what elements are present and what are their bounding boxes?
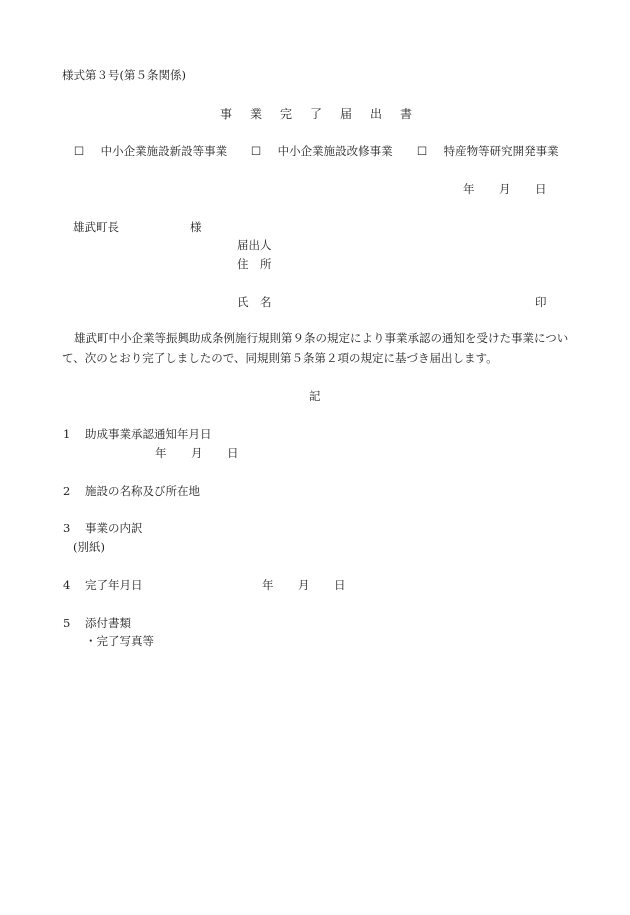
checkbox-option-new-facility[interactable]	[73, 146, 227, 158]
form-number: 様式第３号(第５条関係)	[62, 68, 186, 82]
checkbox-label: 特産物等研究開発事業	[443, 144, 559, 158]
checkbox-label: 中小企業施設新設等事業	[100, 144, 228, 158]
applicant-name-label: 氏 名	[237, 295, 272, 309]
item-5-number: 5	[63, 616, 71, 630]
title-char: 了	[310, 107, 323, 121]
submission-date-month: 月	[499, 182, 511, 196]
item-2-number: 2	[63, 484, 71, 498]
body-paragraph: 雄武町中小企業等振興助成条例施行規則第９条の規定により事業承認の通知を受けた事業について、次のとおり完了しましたので、同規則第５条第２項の規定に基づき届出します。	[62, 331, 569, 365]
checkbox-icon[interactable]: ☐	[73, 144, 85, 158]
item-5-sub: ・完了写真等	[85, 634, 154, 648]
item-1-month: 月	[191, 446, 203, 460]
note-heading: 記	[309, 389, 321, 403]
item-4-number: 4	[63, 578, 71, 592]
item-2-label: 施設の名称及び所在地	[85, 484, 200, 498]
title-char: 完	[280, 107, 293, 121]
checkbox-option-renovation[interactable]	[250, 146, 393, 158]
checkbox-option-rnd[interactable]	[416, 146, 559, 158]
item-1-year: 年	[155, 446, 167, 460]
item-3-label: 事業の内訳	[85, 521, 143, 535]
submission-date-year: 年	[463, 182, 475, 196]
item-4-year: 年	[262, 578, 274, 592]
item-4-day: 日	[334, 578, 346, 592]
checkbox-label: 中小企業施設改修事業	[277, 144, 393, 158]
addressee-honorific: 様	[190, 220, 202, 234]
item-3-number: 3	[63, 521, 71, 535]
title-char: 届	[340, 107, 353, 121]
item-4-label: 完了年月日	[85, 578, 143, 592]
item-5-label: 添付書類	[85, 616, 131, 630]
item-1-label: 助成事業承認通知年月日	[85, 427, 212, 441]
title-char: 書	[400, 107, 413, 121]
title-char: 事	[220, 107, 233, 121]
title-char: 出	[370, 107, 383, 121]
applicant-heading: 届出人	[237, 238, 272, 252]
document-title	[220, 108, 412, 120]
item-1-number: 1	[63, 427, 71, 441]
title-char: 業	[250, 107, 263, 121]
checkbox-icon[interactable]: ☐	[250, 144, 262, 158]
submission-date-day: 日	[535, 182, 547, 196]
item-3-sub: (別紙)	[73, 540, 105, 554]
applicant-address-label: 住 所	[237, 257, 272, 271]
addressee-name: 雄武町長	[73, 220, 119, 234]
checkbox-icon[interactable]: ☐	[416, 144, 428, 158]
item-1-day: 日	[227, 446, 239, 460]
item-4-month: 月	[298, 578, 310, 592]
seal-mark: 印	[535, 295, 547, 309]
